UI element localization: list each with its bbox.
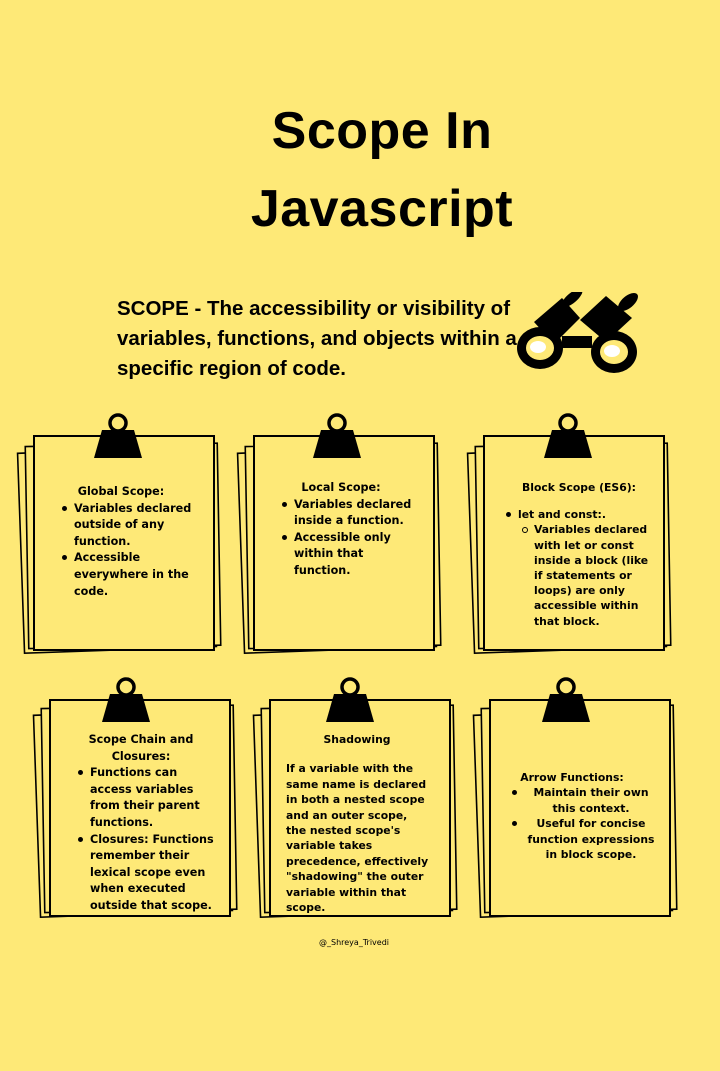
card-arrow-functions: [470, 698, 676, 918]
list-item: Functions can access variables from their parent functions.: [90, 765, 216, 831]
list-item: Closures: Functions remember their lexical scope even when executed outside that scope.: [90, 832, 216, 915]
card-block-item: let and const:.: [518, 508, 606, 522]
list-item: Accessible everywhere in the code.: [74, 550, 200, 600]
card-block-sublist: [520, 522, 654, 628]
list-item: Variables declared with let or const inside a block (like if statements or loops) are only accessible within that block.: [534, 522, 654, 628]
card-arrow-title: Arrow Functions:: [520, 771, 624, 784]
card-chain-title: Scope Chain and Closures:: [88, 733, 194, 763]
card-block-title: Block Scope (ES6):: [522, 481, 636, 494]
card-shadow-title: Shadowing: [323, 733, 391, 746]
scope-definition: SCOPE - The accessibility or visibility of variables, functions, and objects within a specific region of code.: [117, 297, 517, 380]
clipboard-clip-icon: [538, 410, 598, 460]
card-shadowing: [250, 698, 456, 918]
card-global-list: [60, 501, 200, 601]
page-title: [0, 92, 720, 248]
card-global-title: Global Scope:: [77, 485, 165, 498]
list-item: Variables declared outside of any function.: [74, 501, 200, 551]
clipboard-clip-icon: [536, 674, 596, 724]
card-chain-list: [76, 765, 216, 914]
title-line-2: Javascript: [250, 180, 514, 238]
list-item: Variables declared inside a function.: [294, 497, 420, 530]
card-shadow-text: If a variable with the same name is declared in both a nested scope and an outer scope, the nested scope's variable takes precedence, effectively "shadowing" the outer variable within that scope.: [286, 762, 429, 915]
clipboard-clip-icon: [320, 674, 380, 724]
card-local-title: Local Scope:: [301, 481, 381, 494]
binoculars-icon: [510, 292, 640, 382]
card-arrow-content: [506, 770, 658, 862]
clipboard-clip-icon: [307, 410, 367, 460]
title-line-1: Scope In: [271, 102, 493, 160]
list-item: Maintain their own this context.: [524, 785, 658, 816]
clipboard-clip-icon: [88, 410, 148, 460]
list-item: [518, 507, 654, 629]
card-block-scope: [464, 434, 670, 652]
author-handle: @_Shreya_Trivedi: [319, 938, 389, 947]
card-local-list: [280, 497, 420, 580]
card-arrow-list: [506, 785, 658, 862]
card-chain-content: [76, 732, 216, 915]
card-local-content: [280, 480, 420, 580]
card-local-scope: [234, 434, 440, 652]
card-block-content: [504, 480, 654, 629]
card-scope-chain: [30, 698, 236, 918]
clipboard-clip-icon: [96, 674, 156, 724]
card-block-list: [504, 507, 654, 629]
list-item: Accessible only within that function.: [294, 530, 420, 580]
card-global-content: [60, 484, 200, 600]
card-shadow-content: [284, 732, 430, 915]
card-global-scope: [14, 434, 220, 652]
list-item: Useful for concise function expressions in block scope.: [524, 816, 658, 862]
